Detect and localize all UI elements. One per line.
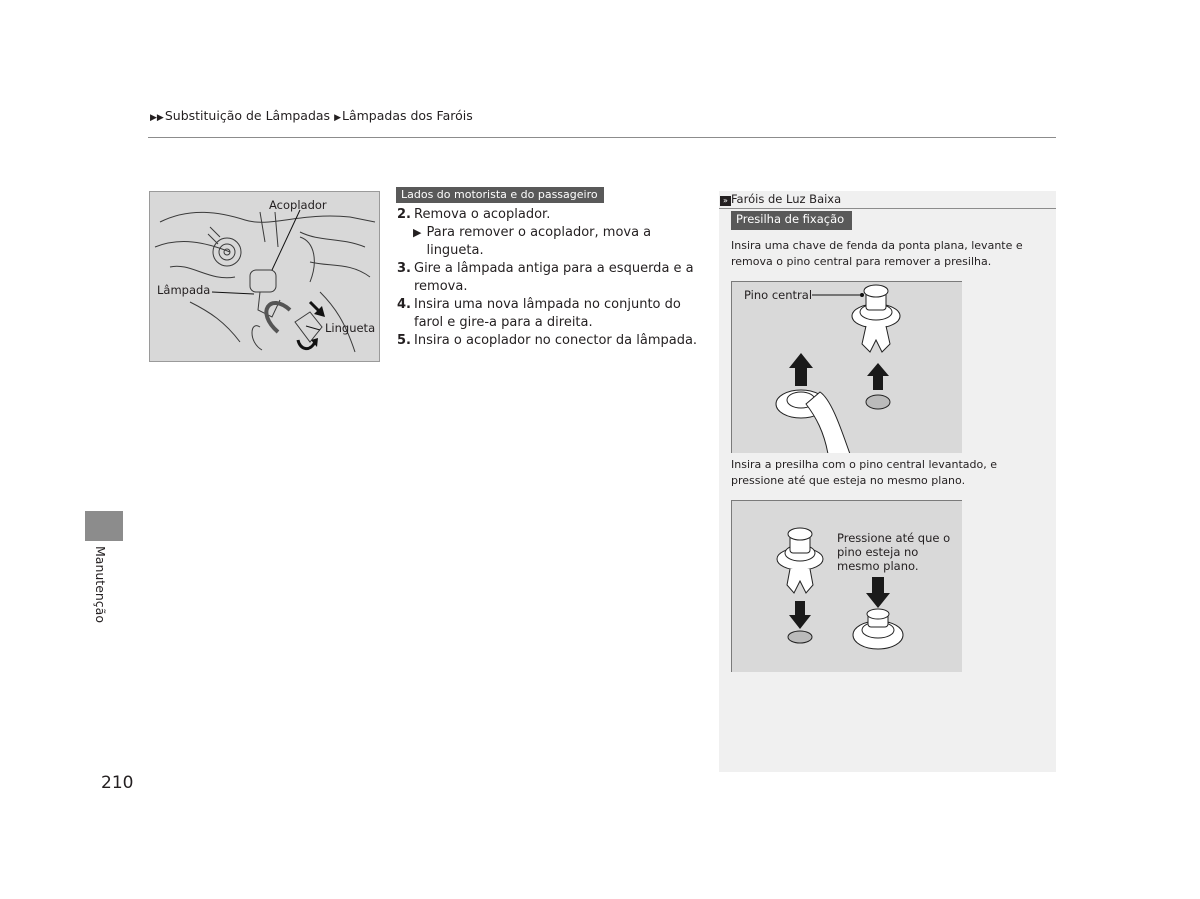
step-item: 4. Insira uma nova lâmpada no conjunto do farol e gire-a para a direita.	[397, 297, 681, 330]
chevron-right-icon: ▶	[334, 113, 341, 123]
clip-tag: Presilha de fixação	[731, 211, 852, 230]
page-number: 210	[101, 773, 134, 793]
breadcrumb-item[interactable]: Lâmpadas dos Faróis	[341, 108, 473, 123]
breadcrumb	[150, 108, 473, 123]
step-item: 2. Remova o acoplador.	[397, 207, 551, 222]
note-icon: »	[720, 196, 731, 206]
clip-removal-diagram	[731, 281, 962, 453]
coupler-label: Acoplador	[269, 198, 327, 212]
step-item: 5. Insira o acoplador no conector da lâmpada.	[397, 333, 698, 348]
chapter-label: Manutenção	[93, 546, 108, 623]
breadcrumb-item[interactable]: Substituição de Lâmpadas	[164, 108, 331, 123]
note-paragraph: Insira a presilha com o pino central levantado, e pressione até que esteja no mesmo plano.	[731, 458, 998, 487]
step-subnote: ▶ Para remover o acoplador, mova a lingueta.	[413, 225, 652, 258]
note-title: » Faróis de Luz Baixa	[720, 192, 841, 206]
clip-install-diagram	[731, 500, 962, 672]
step-item: 3. Gire a lâmpada antiga para a esquerda e a remova.	[397, 261, 694, 294]
header-divider	[148, 137, 1056, 138]
chevron-right-icon: ▶▶	[150, 113, 164, 123]
steps-list	[397, 206, 707, 350]
tab-label: Lingueta	[325, 321, 376, 335]
arrow-right-icon: ▶	[413, 226, 422, 239]
headlight-bulb-illustration	[149, 191, 380, 362]
center-pin-label: Pino central	[744, 288, 813, 302]
bulb-label: Lâmpada	[157, 283, 211, 297]
chapter-tab[interactable]	[85, 511, 123, 541]
section-tag: Lados do motorista e do passageiro	[396, 187, 604, 203]
note-paragraph: Insira uma chave de fenda da ponta plana, levante e remova o pino central para remover a presilha.	[731, 239, 1023, 268]
note-divider	[719, 208, 1056, 209]
press-label: Pressione até que o pino esteja no mesmo plano.	[837, 531, 951, 573]
